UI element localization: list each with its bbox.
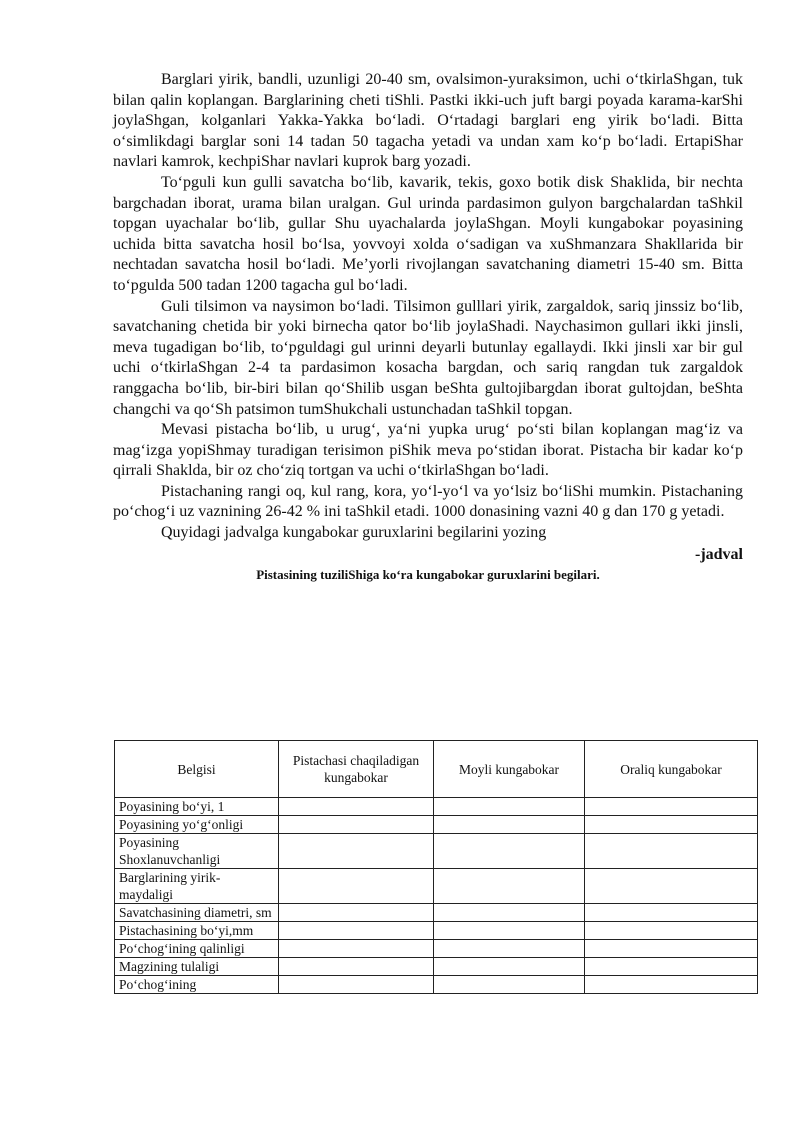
table-cell[interactable]	[434, 869, 585, 904]
row-label: Poyasining bo‘yi, 1	[115, 798, 279, 816]
header-confectionery: Pistachasi chaqiladigan kungabokar	[279, 741, 434, 798]
table-row	[115, 976, 758, 994]
table-cell[interactable]	[279, 922, 434, 940]
table-header-row	[115, 741, 758, 798]
table-cell[interactable]	[585, 869, 758, 904]
header-intermediate: Oraliq kungabokar	[585, 741, 758, 798]
table-cell[interactable]	[434, 976, 585, 994]
table-cell[interactable]	[434, 904, 585, 922]
paragraph-fruit: Mevasi pistacha bo‘lib, u urug‘, ya‘ni yupka urug‘ po‘sti bilan koplangan mag‘iz va mag‘izga yopiShmay turadigan terisimon piShik meva po‘stidan iborat. Pistacha bir kadar ko‘p qirrali Shaklda, bir oz cho‘ziq tortgan va uchi o‘tkirlaShgan bo‘ladi.	[113, 421, 743, 480]
table-cell[interactable]	[585, 834, 758, 869]
table-instruction: Quyidagi jadvalga kungabokar guruxlarini begilarini yozing	[161, 524, 547, 542]
table-row	[115, 834, 758, 869]
table-cell[interactable]	[279, 834, 434, 869]
table-cell[interactable]	[585, 816, 758, 834]
table-row	[115, 922, 758, 940]
table-cell[interactable]	[434, 940, 585, 958]
table-row	[115, 904, 758, 922]
table-row	[115, 816, 758, 834]
table-cell[interactable]	[279, 904, 434, 922]
header-feature: Belgisi	[115, 741, 279, 798]
row-label: Magzining tulaligi	[115, 958, 279, 976]
row-label: Barglarining yirik-maydaligi	[115, 869, 279, 904]
table-cell[interactable]	[585, 976, 758, 994]
row-label: Poyasining yo‘g‘onligi	[115, 816, 279, 834]
table-cell[interactable]	[585, 922, 758, 940]
table-row	[115, 958, 758, 976]
table-cell[interactable]	[585, 798, 758, 816]
paragraph-flowers: Guli tilsimon va naysimon bo‘ladi. Tilsimon gulllari yirik, zargaldok, sariq jinssiz bo‘lib, savatchaning chetida bir yoki birnecha qator bo‘lib joylaShadi. Naychasimon gullari ikki jinsli, meva tugadigan bo‘lib, to‘pguldagi gul urinni deyarli butunlay egallaydi. Ikki jinsli xar bir gul uchi o‘tkirlaShgan 2-4 ta pardasimon kosacha bargdan, och sariq rangdan tuk zargaldok ranggacha bo‘lib, bir-biri bilan qo‘Shilib usgan beShta gultojibargdan iborat gultojdan, beShta changchi va qo‘Sh patsimon tumShukchali ustunchadan taShkil topgan.	[113, 297, 743, 418]
table-cell[interactable]	[434, 922, 585, 940]
row-label: Pistachasining bo‘yi,mm	[115, 922, 279, 940]
table-caption: Pistasining tuziliShiga ko‘ra kungabokar guruxlarini begilari.	[256, 566, 600, 582]
paragraph-leaves: Barglari yirik, bandli, uzunligi 20-40 sm, ovalsimon-yuraksimon, uchi o‘tkirlaShgan, tuk bilan qalin koplangan. Barglarining cheti tiShli. Pastki ikki-uch juft bargi poyada karama-karShi joylaShgan, kolganlari Yakka-Yakka bo‘ladi. O‘rtadagi barglari eng yirik bo‘ladi. Bitta o‘simlikdagi barglar soni 14 tadan 50 tagacha yetadi va undan xam ko‘p bo‘ladi. ErtapiShar navlari kamrok, kechpiShar navlari kuprok barg yozadi.	[113, 71, 743, 171]
table-row	[115, 798, 758, 816]
document-body	[113, 70, 743, 584]
table-cell[interactable]	[434, 834, 585, 869]
table-number-tag: -jadval	[695, 545, 743, 563]
table-cell[interactable]	[434, 798, 585, 816]
row-label: Poyasining Shoxlanuvchanligi	[115, 834, 279, 869]
table-cell[interactable]	[585, 940, 758, 958]
paragraph-inflorescence: To‘pguli kun gulli savatcha bo‘lib, kavarik, tekis, goxo botik disk Shaklida, bir nechta bargchadan iborat, urama bilan uralgan. Gul urinda pardasimon gulyon bargchalardan taShkil topgan uyachalar bo‘lib, gullar Shu uyachalarda joylaShgan. Moyli kungabokar poyasining uchida bitta savatcha hosil bo‘lsa, yovvoyi xolda o‘sadigan va xuShmanzara Shakllarida bir nechtadan savatcha hosil bo‘ladi. Me’yorli rivojlangan savatchaning diametri 15-40 sm. Bitta to‘pgulda 500 tadan 1200 tagacha gul bo‘ladi.	[113, 173, 743, 294]
table-cell[interactable]	[585, 958, 758, 976]
table-row	[115, 869, 758, 904]
table-cell[interactable]	[434, 816, 585, 834]
paragraph-seed-color: Pistachaning rangi oq, kul rang, kora, yo‘l-yo‘l va yo‘lsiz bo‘liShi mumkin. Pistachaning po‘chog‘i uz vaznining 26-42 % ini taShkil etadi. 1000 donasining vazni 40 g dan 170 g yetadi.	[113, 482, 743, 521]
table-row	[115, 940, 758, 958]
row-label: Po‘chog‘ining qalinligi	[115, 940, 279, 958]
row-label: Po‘chog‘ining	[115, 976, 279, 994]
table-cell[interactable]	[279, 940, 434, 958]
table-cell[interactable]	[279, 869, 434, 904]
table-cell[interactable]	[279, 976, 434, 994]
comparison-table	[114, 740, 758, 994]
table-cell[interactable]	[279, 798, 434, 816]
header-oilseed: Moyli kungabokar	[434, 741, 585, 798]
table-cell[interactable]	[585, 904, 758, 922]
row-label: Savatchasining diametri, sm	[115, 904, 279, 922]
table-cell[interactable]	[279, 816, 434, 834]
table-cell[interactable]	[279, 958, 434, 976]
table-cell[interactable]	[434, 958, 585, 976]
